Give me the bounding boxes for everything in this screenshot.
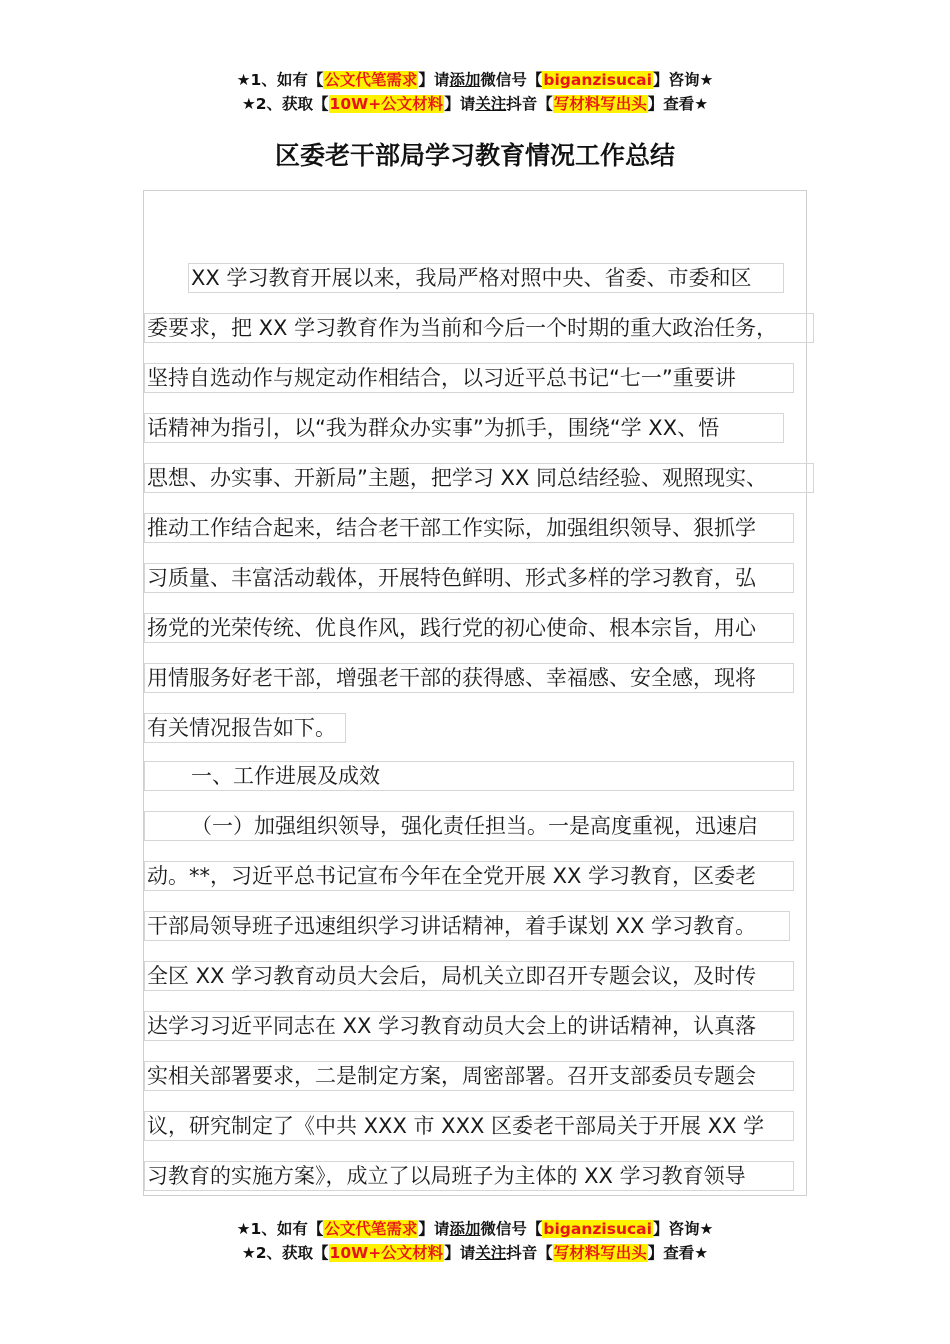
banner-line-2 [0, 1241, 950, 1265]
banner-line-1 [0, 1217, 950, 1241]
banner-highlight: 10W+公文材料 [329, 1244, 444, 1262]
text-line: 干部局领导班子迅速组织学习讲话精神，着手谋划 XX 学习教育。 [144, 911, 790, 941]
text-line: 动。**，习近平总书记宣布今年在全党开展 XX 学习教育，区委老 [144, 861, 794, 891]
text-line: 有关情况报告如下。 [144, 713, 346, 743]
banner-text: 】请 [444, 1244, 476, 1262]
text-line: 坚持自选动作与规定动作相结合，以习近平总书记“七一”重要讲 [144, 363, 794, 393]
banner-highlight: biganzisucai [543, 71, 652, 89]
header-banner [0, 68, 950, 116]
text-line: 扬党的光荣传统、优良作风，践行党的初心使命、根本宗旨，用心 [144, 613, 794, 643]
text-line: （一）加强组织领导，强化责任担当。一是高度重视，迅速启 [144, 811, 794, 841]
banner-underlined-text: 添加 [449, 1220, 481, 1238]
banner-text: ★2、获取【 [241, 1244, 329, 1262]
banner-text: 】查看★ [647, 95, 709, 113]
banner-text: 抖音【 [506, 1244, 553, 1262]
banner-text: 】咨询★ [652, 1220, 714, 1238]
banner-highlight: 公文代笔需求 [324, 71, 418, 89]
banner-text: 微信号【 [480, 71, 543, 89]
text-line: 习教育的实施方案》，成立了以局班子为主体的 XX 学习教育领导 [144, 1161, 794, 1191]
document-title: 区委老干部局学习教育情况工作总结 [274, 141, 675, 170]
banner-underlined-text: 添加 [449, 71, 481, 89]
banner-highlight: 写材料写出头 [553, 95, 647, 113]
text-line: 习质量、丰富活动载体，开展特色鲜明、形式多样的学习教育，弘 [144, 563, 794, 593]
footer-banner [0, 1217, 950, 1265]
banner-text: 】查看★ [647, 1244, 709, 1262]
text-line: 议，研究制定了《中共 XXX 市 XXX 区委老干部局关于开展 XX 学 [144, 1111, 794, 1141]
banner-highlight: biganzisucai [543, 1220, 652, 1238]
text-line: 思想、办实事、开新局”主题，把学习 XX 同总结经验、观照现实、 [144, 463, 814, 493]
text-line: 全区 XX 学习教育动员大会后，局机关立即召开专题会议，及时传 [144, 961, 794, 991]
banner-text: 】请 [418, 71, 450, 89]
banner-line-2 [0, 92, 950, 116]
text-line: 达学习习近平同志在 XX 学习教育动员大会上的讲话精神，认真落 [144, 1011, 794, 1041]
banner-line-1 [0, 68, 950, 92]
section-heading: 一、工作进展及成效 [144, 761, 794, 791]
banner-text: ★1、如有【 [236, 1220, 324, 1238]
text-line: XX 学习教育开展以来，我局严格对照中央、省委、市委和区 [188, 263, 784, 293]
text-line: 委要求，把 XX 学习教育作为当前和今后一个时期的重大政治任务， [144, 313, 814, 343]
text-line: 话精神为指引，以“我为群众办实事”为抓手，围绕“学 XX、悟 [144, 413, 784, 443]
banner-highlight: 10W+公文材料 [329, 95, 444, 113]
banner-text: 抖音【 [506, 95, 553, 113]
text-line: 用情服务好老干部，增强老干部的获得感、幸福感、安全感，现将 [144, 663, 794, 693]
banner-text: 微信号【 [480, 1220, 543, 1238]
banner-text: ★1、如有【 [236, 71, 324, 89]
banner-text: ★2、获取【 [241, 95, 329, 113]
banner-highlight: 写材料写出头 [553, 1244, 647, 1262]
text-line: 推动工作结合起来，结合老干部工作实际，加强组织领导、狠抓学 [144, 513, 794, 543]
banner-text: 】请 [418, 1220, 450, 1238]
text-line: 实相关部署要求，二是制定方案，周密部署。召开支部委员专题会 [144, 1061, 794, 1091]
banner-highlight: 公文代笔需求 [324, 1220, 418, 1238]
banner-underlined-text: 关注 [475, 95, 507, 113]
banner-text: 】咨询★ [652, 71, 714, 89]
banner-text: 】请 [444, 95, 476, 113]
banner-underlined-text: 关注 [475, 1244, 507, 1262]
